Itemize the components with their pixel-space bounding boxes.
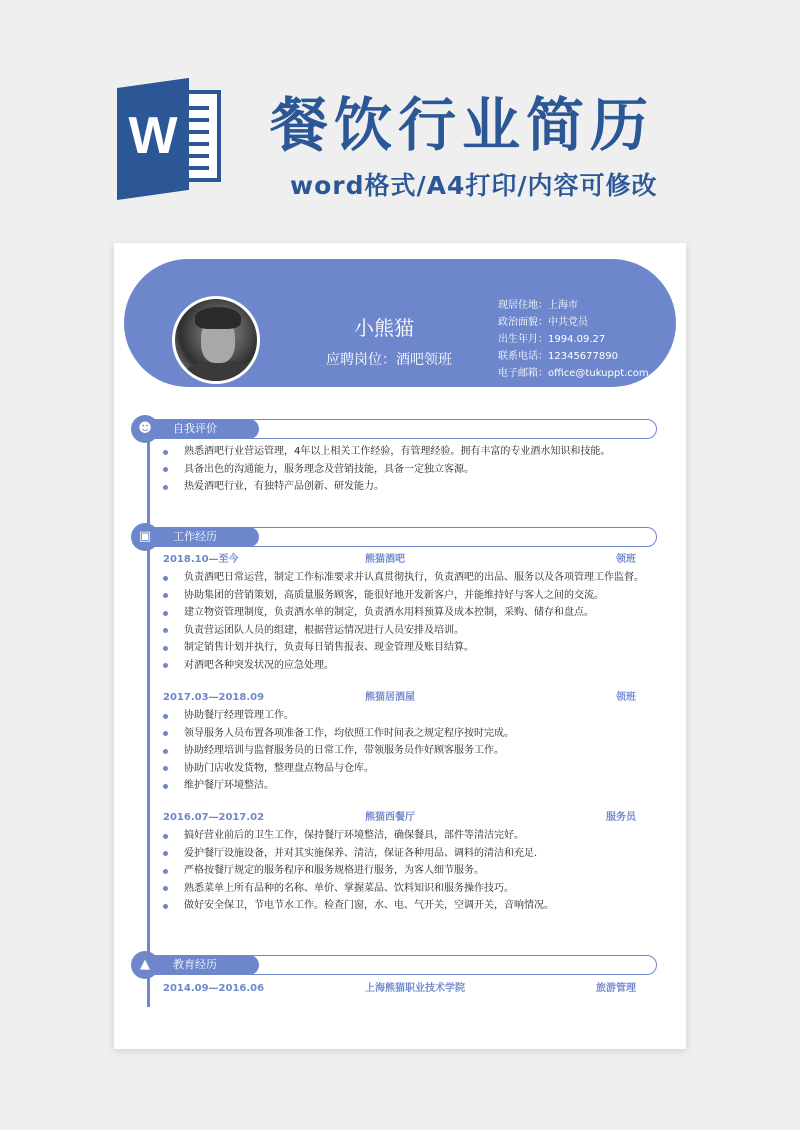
word-document-icon: [117, 80, 225, 192]
info-political: 政治面貌：中共党员: [498, 317, 588, 328]
job-date: 2017.03—2018.09: [163, 692, 265, 703]
section-title: 自我评价: [173, 422, 217, 435]
list-item: 建立物资管理制度，负责酒水单的制定，负责酒水用料预算及成本控制，采购、储存和盘点。: [160, 604, 644, 622]
list-item: 具备出色的沟通能力，服务理念及营销技能，具备一定独立客源。: [160, 461, 610, 479]
list-item: 协助经理培训与监督服务员的日常工作，带领服务员作好顾客服务工作。: [160, 742, 514, 760]
info-birth: 出生年月：1994.09.27: [498, 334, 606, 345]
job-company: 熊猫西餐厅: [365, 812, 415, 823]
job-date: 2018.10—至今: [163, 554, 239, 565]
job-role: 领班: [616, 692, 636, 703]
list-item: 维护餐厅环境整洁。: [160, 777, 514, 795]
list-item: 协助餐厅经理管理工作。: [160, 707, 514, 725]
job-duties-list: [160, 707, 514, 795]
briefcase-icon: ▣: [131, 523, 159, 551]
self-eval-list: [160, 443, 610, 496]
list-item: 对酒吧各种突发状况的应急处理。: [160, 657, 644, 675]
job-company: 熊猫居酒屋: [365, 692, 415, 703]
profile-header: [124, 259, 676, 387]
job-role: 领班: [616, 554, 636, 565]
job-header: [163, 551, 636, 569]
job-duties-list: [160, 569, 644, 674]
section-title: 工作经历: [173, 530, 217, 543]
user-icon: ☻: [131, 415, 159, 443]
education-row: [163, 980, 636, 998]
section-education: [132, 955, 657, 975]
timeline-line: [147, 427, 150, 1007]
list-item: 熟悉菜单上所有品种的名称、单价、掌握菜品、饮料知识和服务操作技巧。: [160, 880, 554, 898]
list-item: 负责营运团队人员的组建，根据营运情况进行人员安排及培训。: [160, 622, 644, 640]
list-item: 协助集团的营销策划，高质量服务顾客，能很好地开发新客户，并能维持好与客人之间的交流。: [160, 587, 644, 605]
list-item: 热爱酒吧行业，有独特产品创新、研发能力。: [160, 478, 610, 496]
profile-position: 应聘岗位：酒吧领班: [326, 352, 452, 368]
list-item: 严格按餐厅规定的服务程序和服务规格进行服务，为客人细节服务。: [160, 862, 554, 880]
list-item: 协助门店收发货物，整理盘点物品与仓库。: [160, 760, 514, 778]
education-date: 2014.09—2016.06: [163, 983, 265, 994]
section-self-eval: [132, 419, 657, 439]
list-item: 熟悉酒吧行业营运管理，4年以上相关工作经验，有管理经验。拥有丰富的专业酒水知识和技能。: [160, 443, 610, 461]
job-role: 服务员: [606, 812, 636, 823]
info-email: 电子邮箱：office@tukuppt.com: [498, 368, 649, 379]
section-title: 教育经历: [173, 958, 217, 971]
resume-page: [114, 243, 686, 1049]
list-item: 爱护餐厅设施设备，并对其实施保养、清洁，保证各种用品、调料的清洁和充足.: [160, 845, 554, 863]
job-date: 2016.07—2017.02: [163, 812, 265, 823]
banner-subtitle: word格式/A4打印/内容可修改: [290, 171, 658, 200]
profile-info-list: [498, 297, 649, 382]
section-work: [132, 527, 657, 547]
list-item: 负责酒吧日常运营，制定工作标准要求并认真贯彻执行，负责酒吧的出品、服务以及各项管理工作监督。: [160, 569, 644, 587]
job-company: 熊猫酒吧: [365, 554, 405, 565]
list-item: 搞好营业前后的卫生工作，保持餐厅环境整洁，确保餐具，部件等清洁完好。: [160, 827, 554, 845]
list-item: 制定销售计划并执行，负责每日销售报表、现金管理及账目结算。: [160, 639, 644, 657]
graduation-cap-icon: ▲: [131, 951, 159, 979]
job-header: [163, 809, 636, 827]
banner-title: 餐饮行业简历: [270, 91, 655, 159]
education-major: 旅游管理: [596, 983, 636, 994]
education-school: 上海熊猫职业技术学院: [365, 983, 465, 994]
job-header: [163, 689, 636, 707]
list-item: 做好安全保卫，节电节水工作。检查门窗，水、电、气开关，空调开关，音响情况。: [160, 897, 554, 915]
word-letter: W: [128, 107, 178, 165]
avatar: [172, 296, 260, 384]
info-address: 现居住地：上海市: [498, 300, 578, 311]
info-phone: 联系电话：12345677890: [498, 351, 618, 362]
job-duties-list: [160, 827, 554, 915]
list-item: 领导服务人员布置各项准备工作，均依照工作时间表之规定程序按时完成。: [160, 725, 514, 743]
profile-name: 小熊猫: [354, 316, 414, 340]
